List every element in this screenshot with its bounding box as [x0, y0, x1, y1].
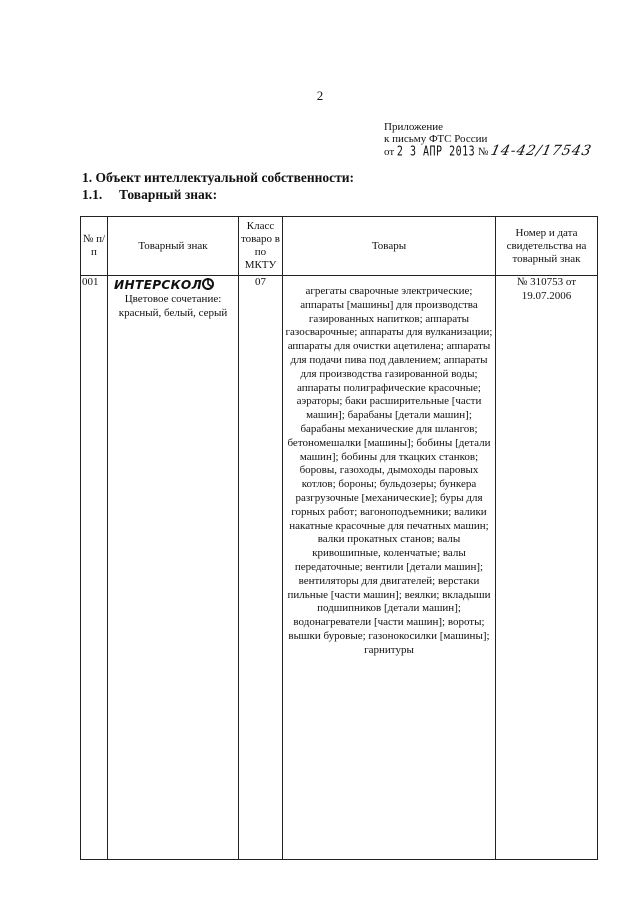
mark-cell [108, 276, 239, 860]
header-goods: Товары [283, 217, 496, 276]
appendix-line-1: Приложение [384, 121, 444, 133]
color-combination: Цветовое сочетание: красный, белый, серый [118, 293, 228, 319]
appendix-line-2: к письму ФТС России [384, 133, 488, 145]
handwritten-letter-number: 14-42/17543 [489, 143, 594, 159]
logo-text: ИНТЕРСКОЛ [114, 277, 203, 291]
goods-list: агрегаты сварочные электрические; аппараты [машины] для производства газированных напитков; аппараты газосварочные; аппараты для вулканизации; аппараты для очистки ацетилена; аппараты для подачи пива под давлением; аппараты для производства газированной воды; аппараты полиграфические красочные; аэраторы; баки расширительные [части машин]; барабаны [детали машин]; барабаны механические для шлангов; бетономешалки [машины]; бобины [детали машин]; бобины для ткацких станков; боровы, газоходы, дымоходы паровых котлов; бороны; бульдозеры; бункера разгрузочные [механические]; буры для горных работ; вагоноподъемники; валики накатные красочные для печатных машин; валки прокатных станов; валы кривошипные, коленчатые; валы передаточные; вентили [детали машин]; вентиляторы для двигателей; верстаки пильные [части машин]; веялки; вкладыши подшипников [детали машин]; водонагреватели [части машин]; вороты; вышки буровые; газонокосилки [машины]; гарнитуры [283, 276, 496, 860]
appendix-prefix: от [384, 146, 395, 158]
number-sign: № [477, 146, 489, 158]
appendix-block [384, 121, 592, 159]
class-number: 07 [239, 276, 283, 860]
section-heading: 1. Объект интеллектуальной собственности: [82, 170, 355, 185]
row-number: 001 [81, 276, 108, 860]
table-header-row [81, 217, 598, 276]
page-number: 2 [316, 88, 324, 103]
subsection-number: 1.1. [82, 187, 103, 202]
trademark-table [80, 216, 598, 860]
header-mark: Товарный знак [108, 217, 239, 276]
date-stamp: 2 3 АПР 2013 [396, 144, 476, 160]
table-row [81, 276, 598, 860]
interskol-logo [114, 277, 214, 291]
subsection-heading [82, 187, 217, 203]
header-cert: Номер и дата свидетельства на товарный знак [496, 217, 598, 276]
certificate-info: № 310753 от 19.07.2006 [496, 276, 598, 860]
header-num: № п/п [81, 217, 108, 276]
header-class: Класс товаро в по МКТУ [239, 217, 283, 276]
subsection-title: Товарный знак: [119, 187, 218, 202]
appendix-line-3 [384, 145, 592, 159]
